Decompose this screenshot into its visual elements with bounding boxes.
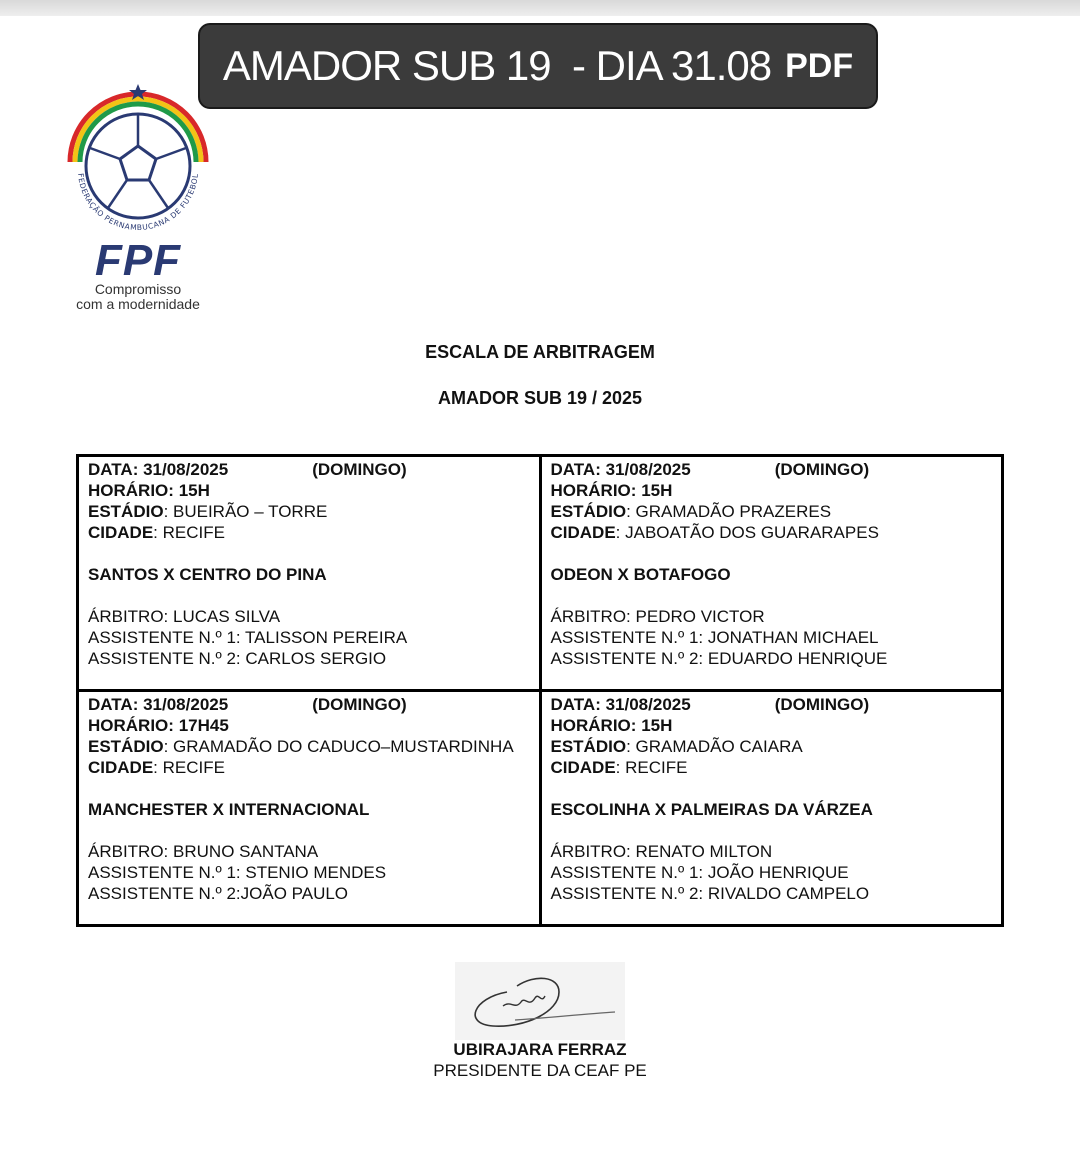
match-weekday: (DOMINGO) <box>312 695 407 714</box>
match-time: 15H <box>178 481 210 500</box>
title-banner <box>198 23 878 109</box>
match-fixture: SANTOS X CENTRO DO PINA <box>88 565 327 584</box>
banner-title: AMADOR SUB 19 - DIA 31.08 <box>222 42 772 89</box>
signatory-name: UBIRAJARA FERRAZ <box>453 1040 627 1059</box>
match-assistant-1: STENIO MENDES <box>240 863 387 882</box>
match-fixture: ESCOLINHA X PALMEIRAS DA VÁRZEA <box>550 800 873 819</box>
match-weekday: (DOMINGO) <box>774 695 870 714</box>
match-date: 31/08/2025 <box>143 695 229 714</box>
match-assistant-1: TALISSON PEREIRA <box>240 628 408 647</box>
fpf-emblem-icon <box>58 82 218 232</box>
match-card: DATA: 31/08/2025 (DOMINGO) HORÁRIO: 15H ESTÁDIO: BUEIRÃO – TORRE CIDADE: RECIFE SANTOS X CENTRO DO PINA ÁRBITRO: LUCAS SILVA ASSISTENTE N.º 1: TALISSON PEREIRA ASSISTENTE N.º 2: CARLOS SERGIO <box>78 456 541 691</box>
match-referee: RENATO MILTON <box>630 842 773 861</box>
match-time: 15H <box>641 716 673 735</box>
pdf-badge: PDF <box>785 46 854 85</box>
match-weekday: (DOMINGO) <box>774 460 870 479</box>
match-card: DATA: 31/08/2025 (DOMINGO) HORÁRIO: 15H ESTÁDIO: GRAMADÃO PRAZERES CIDADE: JABOATÃO DOS GUARARAPES ODEON X BOTAFOGO ÁRBITRO: PEDRO VICTOR ASSISTENTE N.º 1: JONATHAN MICHAEL ASSISTENTE N.º 2: EDUARDO HENRIQUE <box>540 456 1003 691</box>
match-assistant-2: RIVALDO CAMPELO <box>703 884 870 903</box>
match-stadium: : GRAMADÃO PRAZERES <box>626 502 832 521</box>
document-subtitle: AMADOR SUB 19 / 2025 <box>437 388 643 408</box>
match-referee: PEDRO VICTOR <box>630 607 765 626</box>
logo-tagline-line1: Compromisso <box>94 281 182 297</box>
match-card: DATA: 31/08/2025 (DOMINGO) HORÁRIO: 15H ESTÁDIO: GRAMADÃO CAIARA CIDADE: RECIFE ESCOLINHA X PALMEIRAS DA VÁRZEA ÁRBITRO: RENATO MILTON ASSISTENTE N.º 1: JOÃO HENRIQUE ASSISTENTE N.º 2: RIVALDO CAMPELO <box>540 691 1003 926</box>
match-time: 15H <box>641 481 673 500</box>
signature-image <box>455 962 625 1040</box>
match-city: : JABOATÃO DOS GUARARAPES <box>615 523 879 542</box>
signature-scribble-icon <box>455 962 625 1040</box>
signatory-role: PRESIDENTE DA CEAF PE <box>433 1061 647 1080</box>
document-title: ESCALA DE ARBITRAGEM <box>425 342 655 362</box>
logo-tagline-line2: com a modernidade <box>76 296 200 312</box>
match-assistant-1: JOÃO HENRIQUE <box>703 863 849 882</box>
match-city: : RECIFE <box>153 758 225 777</box>
match-assistant-2: EDUARDO HENRIQUE <box>703 649 888 668</box>
match-referee: LUCAS SILVA <box>168 607 281 626</box>
match-date: 31/08/2025 <box>143 460 229 479</box>
match-card: DATA: 31/08/2025 (DOMINGO) HORÁRIO: 17H45 ESTÁDIO: GRAMADÃO DO CADUCO–MUSTARDINHA CIDADE: RECIFE MANCHESTER X INTERNACIONAL ÁRBITRO: BRUNO SANTANA ASSISTENTE N.º 1: STENIO MENDES ASSISTENTE N.º 2:JOÃO PAULO <box>78 691 541 926</box>
match-time: 17H45 <box>178 716 229 735</box>
match-city: : RECIFE <box>615 758 688 777</box>
match-referee: BRUNO SANTANA <box>168 842 319 861</box>
match-date: 31/08/2025 <box>605 695 691 714</box>
match-weekday: (DOMINGO) <box>312 460 407 479</box>
referee-schedule-table <box>76 454 1004 927</box>
match-fixture: MANCHESTER X INTERNACIONAL <box>88 800 370 819</box>
match-stadium: : BUEIRÃO – TORRE <box>163 502 328 521</box>
match-assistant-2: CARLOS SERGIO <box>240 649 387 668</box>
logo-acronym: FPF <box>94 236 182 285</box>
match-city: : RECIFE <box>153 523 225 542</box>
match-date: 31/08/2025 <box>605 460 691 479</box>
match-fixture: ODEON X BOTAFOGO <box>550 565 731 584</box>
logo-tagline <box>58 282 218 312</box>
match-stadium: : GRAMADÃO CAIARA <box>626 737 803 756</box>
logo-ring-text: FEDERAÇÃO PERNAMBUCANA DE FUTEBOL <box>76 172 200 232</box>
fpf-logo <box>58 82 218 314</box>
match-stadium: : GRAMADÃO DO CADUCO–MUSTARDINHA <box>163 737 514 756</box>
match-assistant-1: JONATHAN MICHAEL <box>703 628 879 647</box>
top-bar <box>0 0 1080 16</box>
match-assistant-2: JOÃO PAULO <box>240 884 349 903</box>
